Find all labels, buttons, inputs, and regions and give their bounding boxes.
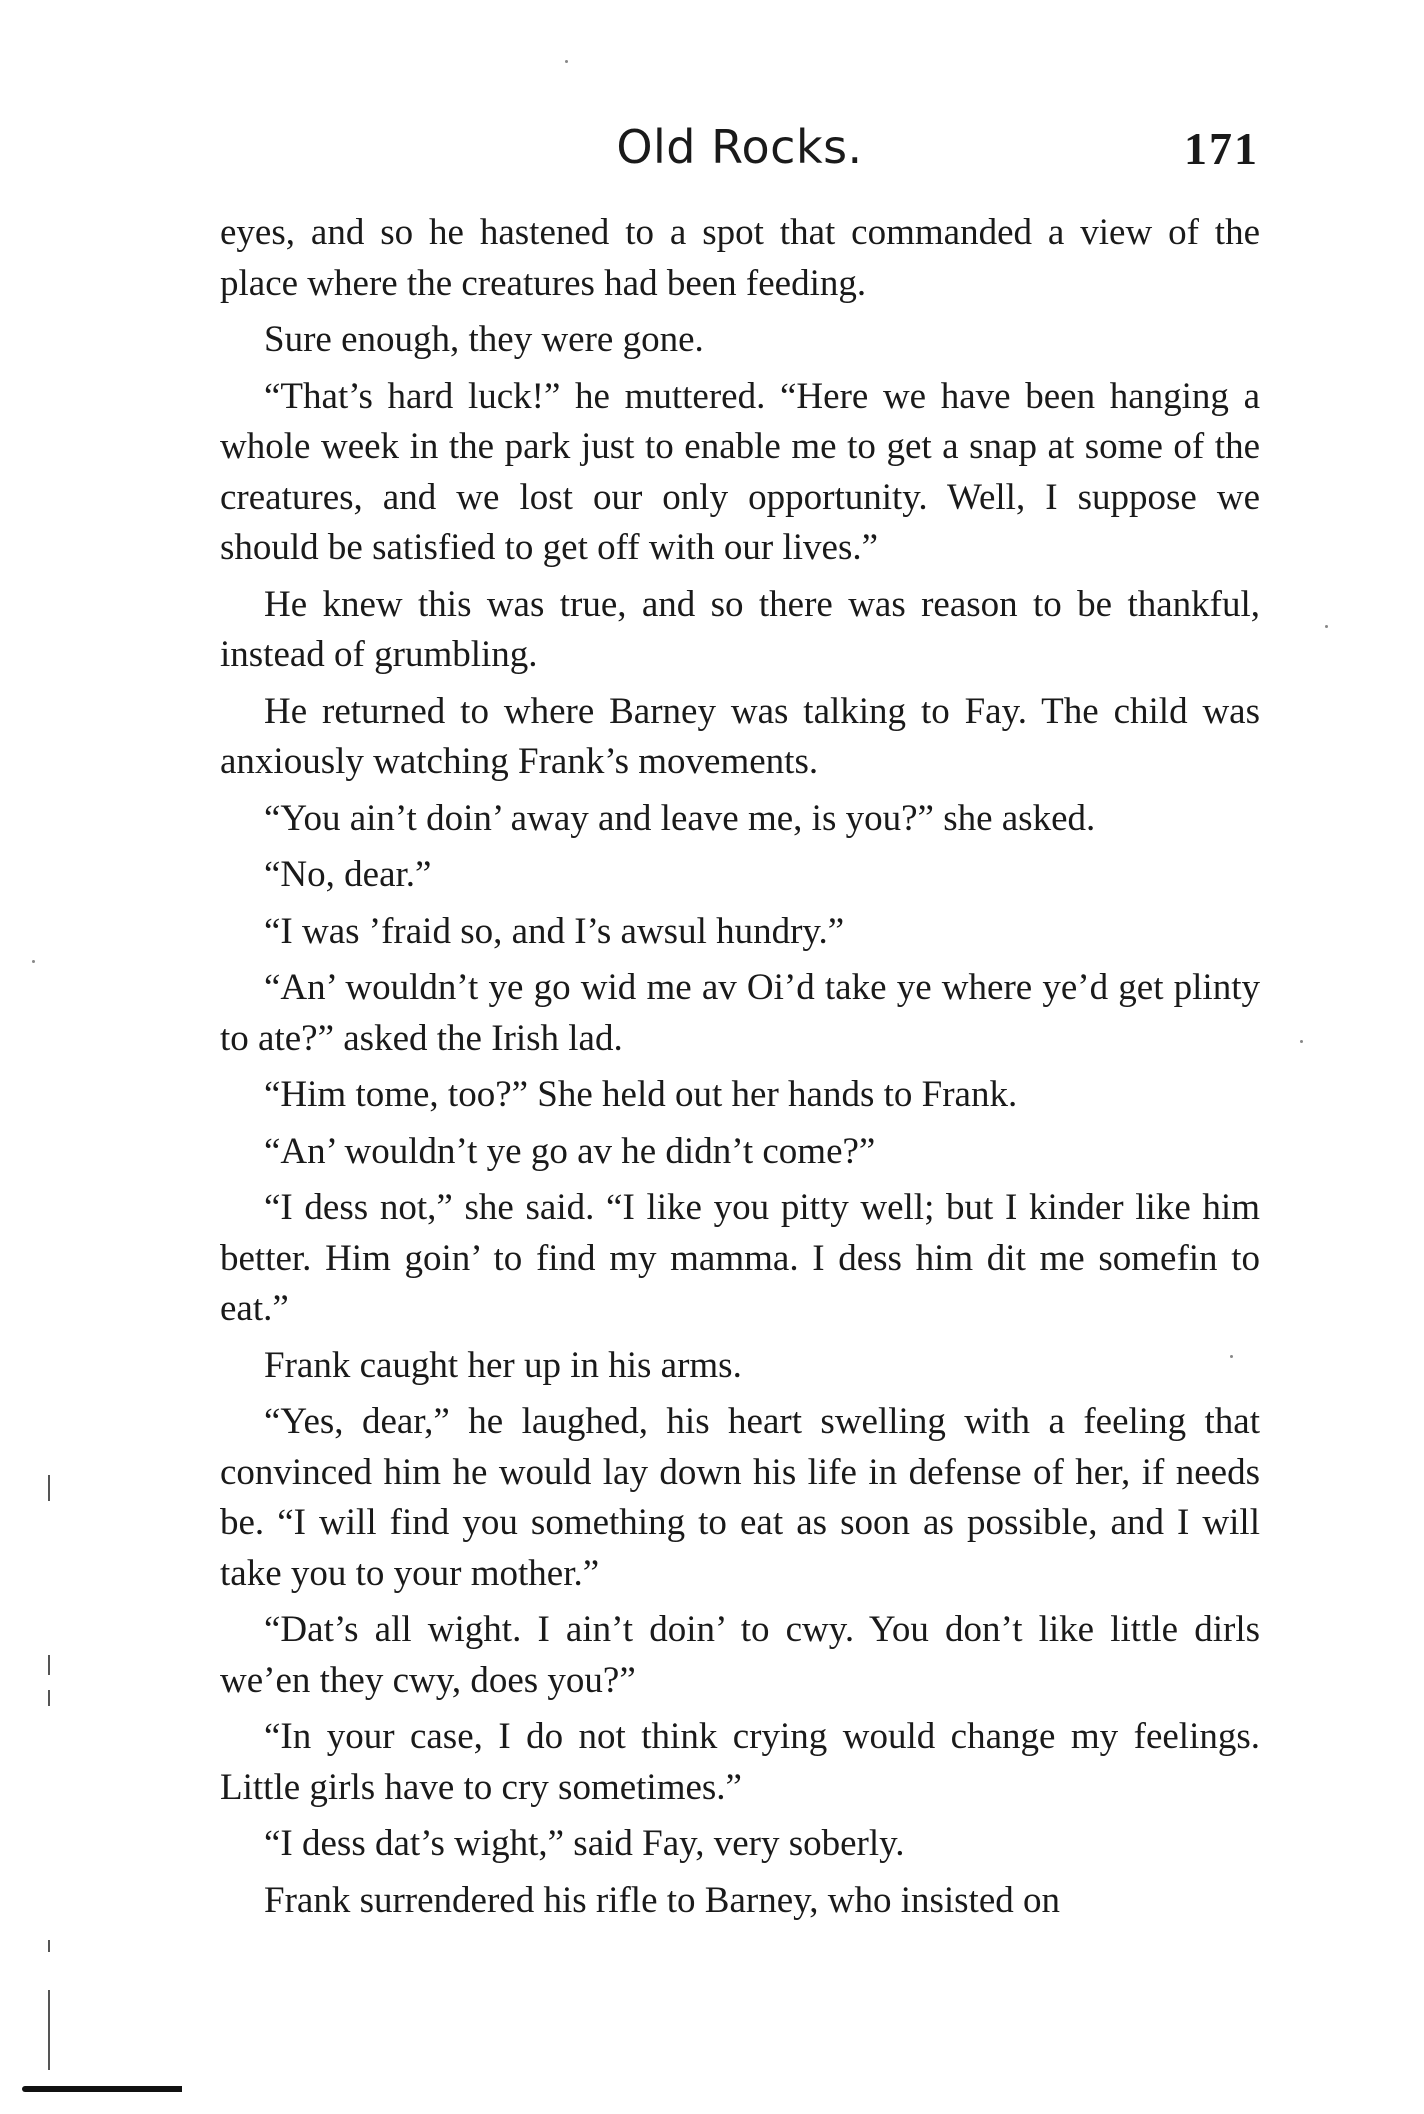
body-text <box>220 208 1260 1932</box>
paragraph: He knew this was true, and so there was reason to be thankful, instead of grumbling. <box>220 583 1260 675</box>
gutter-scan-mark <box>48 1690 50 1706</box>
paragraph: Frank surrendered his rifle to Barney, who insisted on <box>264 1879 1061 1921</box>
scan-speck <box>1230 1355 1233 1358</box>
paragraph: Frank caught her up in his arms. <box>264 1344 742 1386</box>
page-number: 171 <box>1184 123 1259 174</box>
paragraph: “An’ wouldn’t ye go av he didn’t come?” <box>264 1130 876 1172</box>
gutter-scan-mark <box>48 1940 50 1952</box>
paragraph: “No, dear.” <box>264 854 432 895</box>
running-head <box>220 112 1259 182</box>
paragraph: “That’s hard luck!” he muttered. “Here we have been hanging a whole week in the park just to enable me to get a snap at some of the creatures, and we lost our only opportunity. Well, I suppose we should be satisfied to get off with our lives.” <box>220 375 1260 568</box>
running-title: Old Rocks. <box>616 120 863 174</box>
scan-speck <box>1325 625 1328 628</box>
paragraph: “I was ’fraid so, and I’s awsul hundry.” <box>264 910 845 952</box>
gutter-scan-mark <box>48 1655 50 1675</box>
paragraph: “I dess dat’s wight,” said Fay, very soberly. <box>264 1823 905 1864</box>
paragraph: He returned to where Barney was talking to Fay. The child was anxiously watching Frank’s movements. <box>220 690 1260 782</box>
paragraph: “I dess not,” she said. “I like you pitty well; but I kinder like him better. Him goin’ to find my mamma. I dess him dit me somefin to eat.” <box>220 1187 1260 1329</box>
paragraph: eyes, and so he hastened to a spot that commanded a view of the place where the creatures had been feeding. <box>220 212 1260 304</box>
scan-speck <box>565 60 568 63</box>
paragraph: Sure enough, they were gone. <box>264 319 704 360</box>
gutter-binding-rule <box>22 2086 182 2092</box>
scan-speck <box>32 960 35 963</box>
paragraph: “Him tome, too?” She held out her hands to Frank. <box>264 1074 1018 1115</box>
paragraph: “You ain’t doin’ away and leave me, is you?” she asked. <box>264 797 1096 839</box>
paragraph: “Dat’s all wight. I ain’t doin’ to cwy. You don’t like little dirls we’en they cwy, does you?” <box>220 1609 1260 1701</box>
gutter-scan-mark <box>48 1475 50 1501</box>
gutter-scan-mark <box>48 1990 50 2070</box>
paragraph: “Yes, dear,” he laughed, his heart swelling with a feeling that convinced him he would lay down his life in defense of her, if needs be. “I will find you something to eat as soon as possible, and I will take you to your mother.” <box>220 1401 1260 1594</box>
paragraph: “In your case, I do not think crying would change my feelings. Little girls have to cry sometimes.” <box>220 1716 1260 1808</box>
scan-speck <box>1300 1040 1303 1043</box>
paragraph: “An’ wouldn’t ye go wid me av Oi’d take ye where ye’d get plinty to ate?” asked the Irish lad. <box>220 967 1260 1059</box>
